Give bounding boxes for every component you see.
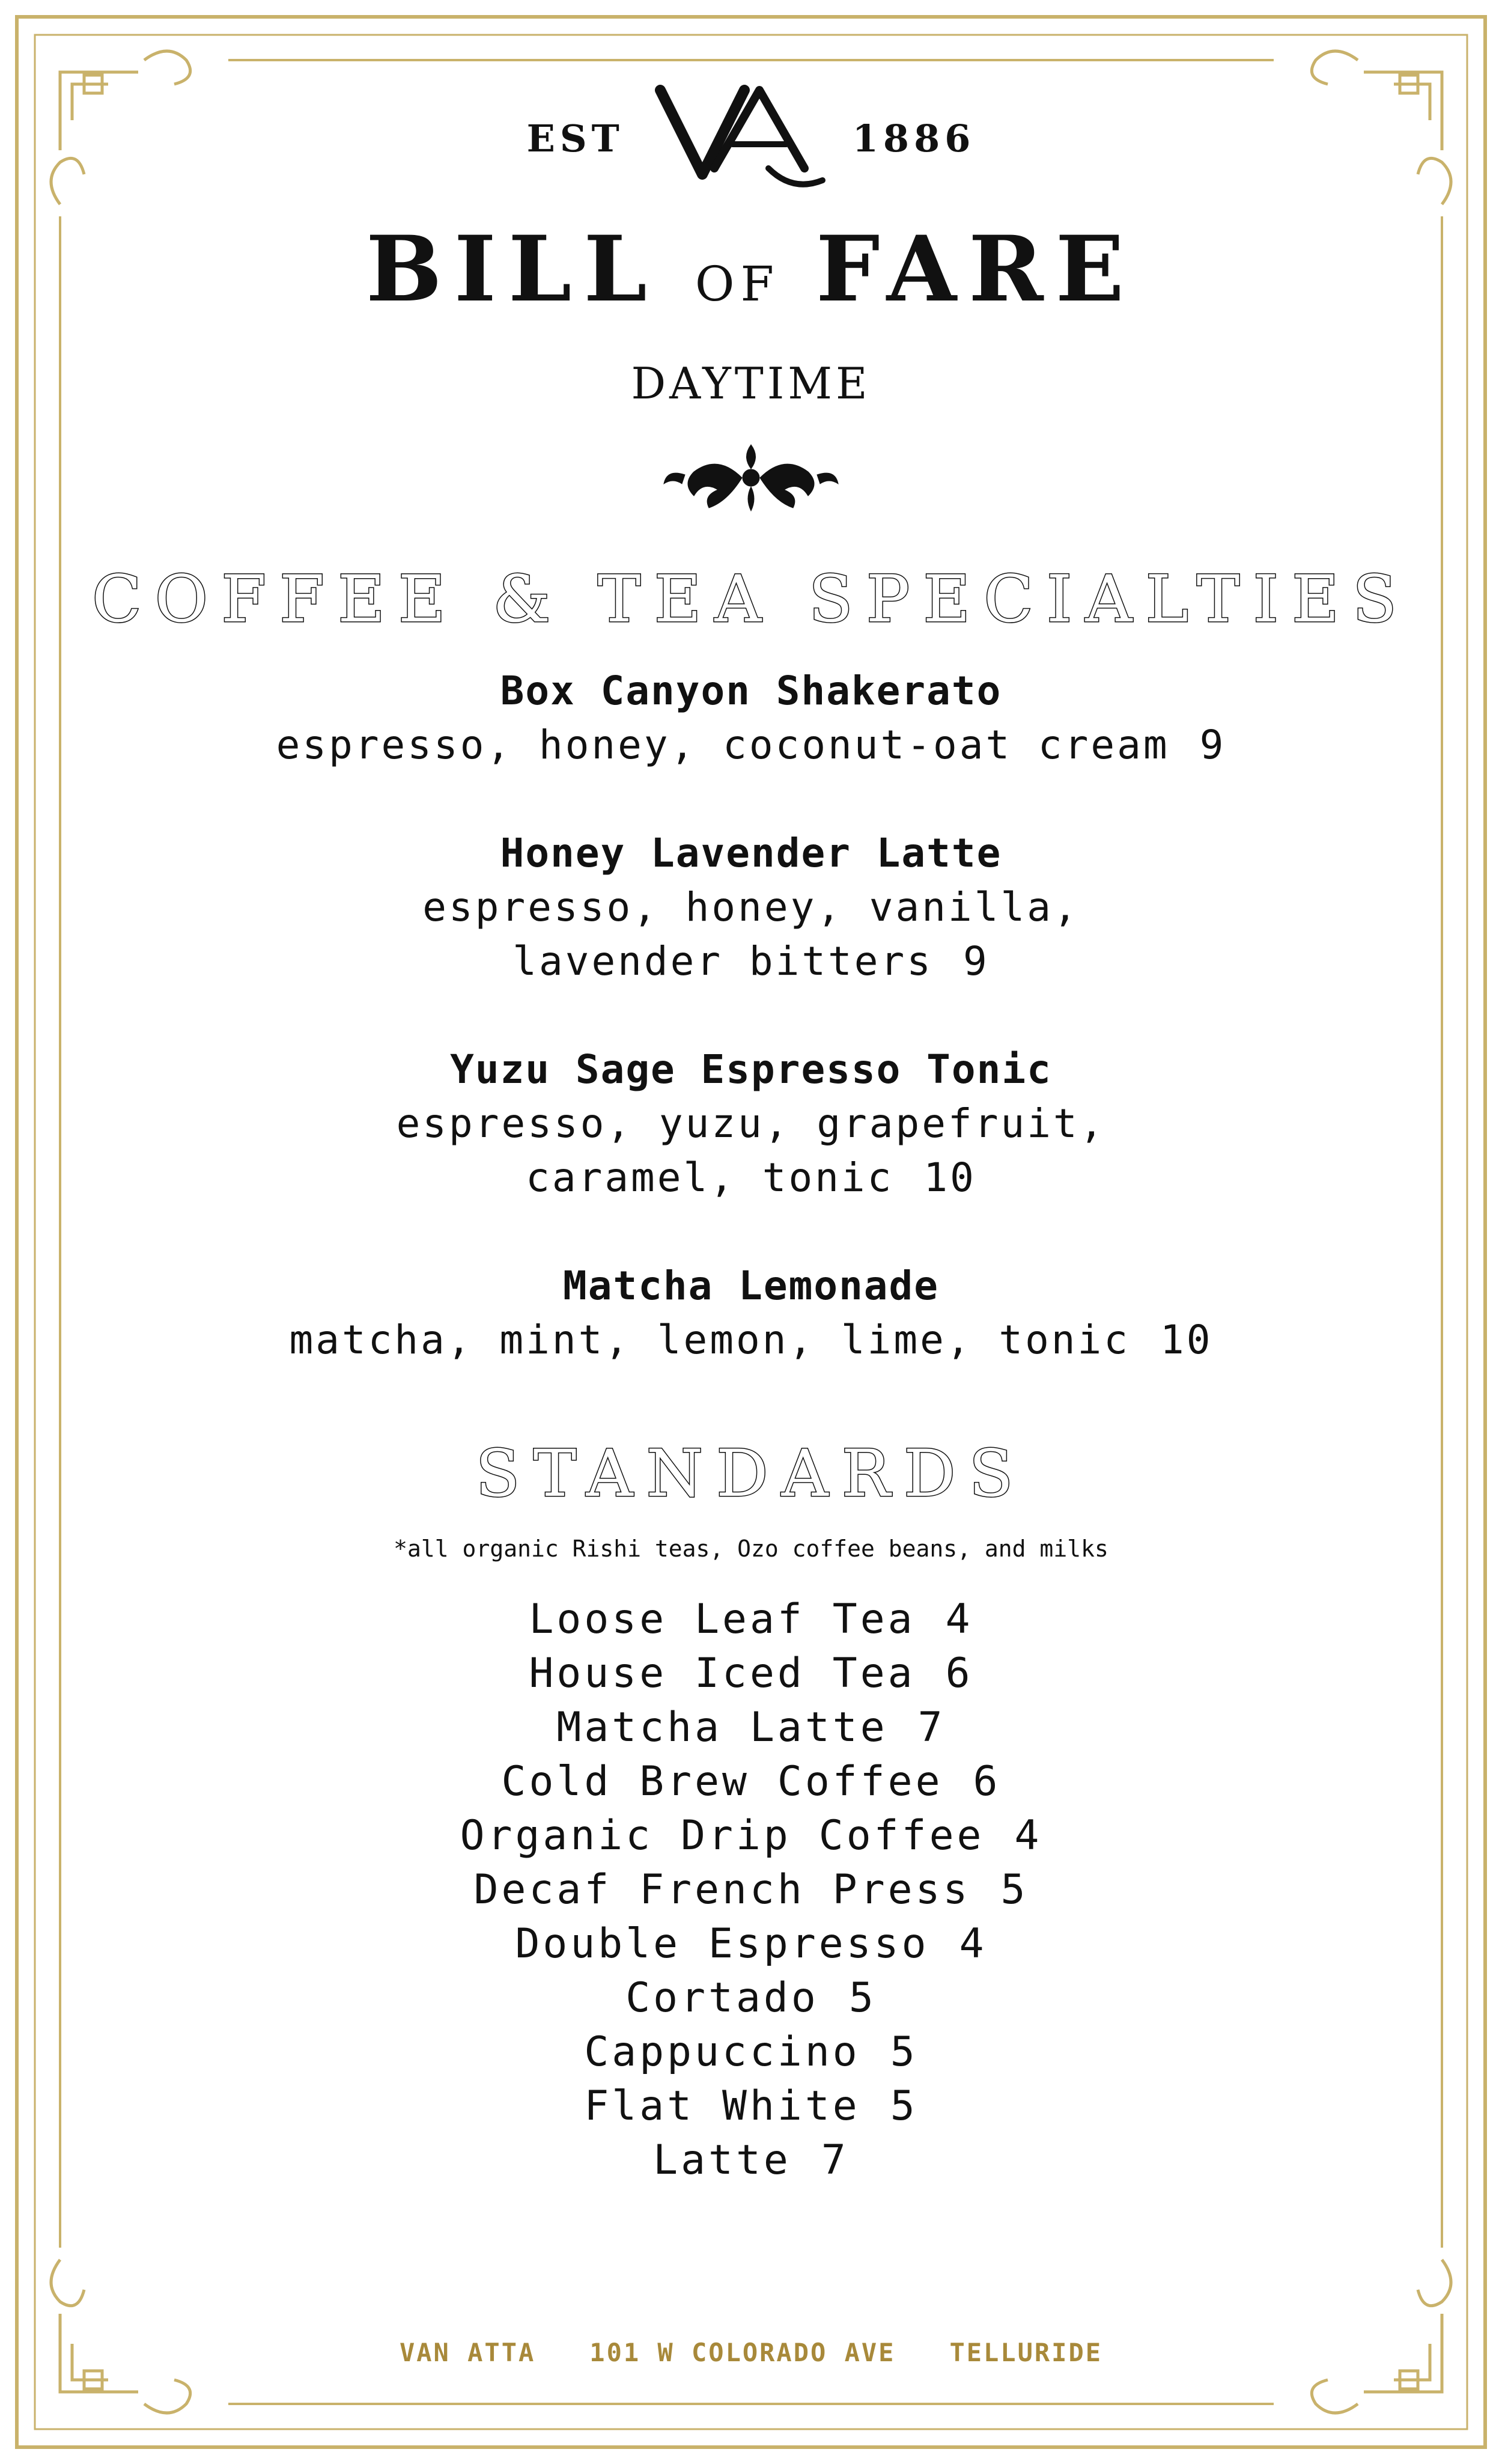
- item-price: 5: [890, 2082, 918, 2130]
- list-item: [0, 2133, 1502, 2188]
- standards-list: [0, 1593, 1502, 2188]
- item-name: Matcha Lemonade: [562, 1263, 940, 1309]
- list-item: [0, 1701, 1502, 1755]
- standards-note: *all organic Rishi teas, Ozo coffee beans, and milks: [394, 1535, 1108, 1562]
- list-item: [0, 1593, 1502, 1647]
- item-name: Decaf French Press: [473, 1866, 971, 1914]
- item-name: House Iced Tea: [529, 1650, 916, 1697]
- item-name: Matcha Latte: [556, 1704, 888, 1751]
- item-price: 4: [945, 1596, 973, 1643]
- item-name: Cold Brew Coffee: [501, 1758, 943, 1805]
- item-description: [0, 1313, 1502, 1367]
- list-item: [0, 1809, 1502, 1863]
- title-bill: BILL: [365, 216, 659, 322]
- item-name: Honey Lavender Latte: [500, 830, 1002, 876]
- restaurant-address: 101 W COLORADO AVE: [589, 2338, 896, 2367]
- item-price: 4: [1014, 1812, 1042, 1859]
- item-price: 6: [945, 1650, 973, 1697]
- restaurant-footer: [0, 2338, 1502, 2367]
- standards-heading: STANDARDS: [475, 1436, 1027, 1511]
- bill-of-fare-title: [0, 216, 1502, 322]
- item-price: 9: [963, 938, 990, 984]
- item-description: [0, 718, 1502, 772]
- item-name: Cappuccino: [584, 2028, 860, 2076]
- item-name: Yuzu Sage Espresso Tonic: [450, 1046, 1052, 1093]
- list-item: [0, 1917, 1502, 1971]
- item-price: 5: [890, 2028, 918, 2076]
- list-item: [0, 1647, 1502, 1701]
- item-price: 7: [917, 1704, 946, 1751]
- item-name: Flat White: [584, 2082, 860, 2130]
- list-item: [0, 2079, 1502, 2133]
- item-name: Loose Leaf Tea: [529, 1596, 916, 1643]
- list-item: [0, 1259, 1502, 1367]
- menu-header: [0, 78, 1502, 517]
- item-price: 4: [959, 1920, 987, 1968]
- item-description: [0, 880, 1502, 989]
- restaurant-city: TELLURIDE: [949, 2338, 1103, 2367]
- title-fare: FARE: [815, 216, 1137, 322]
- item-description: [0, 1097, 1502, 1205]
- flourish-ornament-icon: [661, 439, 841, 517]
- specialties-heading: COFFEE & TEA SPECIALTIES: [92, 562, 1410, 637]
- va-monogram-logo: [648, 78, 829, 198]
- item-price: 6: [973, 1758, 1001, 1805]
- item-desc-text: matcha, mint, lemon, lime, tonic: [289, 1317, 1131, 1363]
- est-label: EST: [526, 116, 624, 160]
- item-desc-text: espresso, yuzu, grapefruit, caramel, tonic: [396, 1100, 1106, 1201]
- list-item: [0, 2025, 1502, 2079]
- established-year: 1886: [852, 116, 976, 160]
- item-price: 9: [1199, 722, 1226, 768]
- specialties-list: [0, 664, 1502, 1421]
- title-of: OF: [695, 256, 780, 312]
- item-price: 7: [821, 2136, 849, 2184]
- item-name: Box Canyon Shakerato: [500, 668, 1002, 714]
- list-item: [0, 1755, 1502, 1809]
- item-name: Latte: [653, 2136, 791, 2184]
- corner-ornament-bottom-right: [1312, 2260, 1451, 2413]
- corner-ornament-bottom-left: [51, 2260, 190, 2413]
- item-price: 5: [848, 1974, 877, 2022]
- item-price: 10: [923, 1154, 976, 1201]
- item-name: Cortado: [625, 1974, 819, 2022]
- item-desc-text: espresso, honey, vanilla, lavender bitters: [422, 884, 1080, 984]
- list-item: [0, 664, 1502, 772]
- list-item: [0, 826, 1502, 989]
- item-name: Organic Drip Coffee: [460, 1812, 985, 1859]
- list-item: [0, 1971, 1502, 2025]
- list-item: [0, 1863, 1502, 1917]
- list-item: [0, 1043, 1502, 1205]
- item-name: Double Espresso: [515, 1920, 929, 1968]
- item-price: 5: [1000, 1866, 1029, 1914]
- item-desc-text: espresso, honey, coconut-oat cream: [276, 722, 1170, 768]
- restaurant-name: VAN ATTA: [399, 2338, 536, 2367]
- menu-subtitle: DAYTIME: [631, 358, 871, 409]
- established-row: [0, 78, 1502, 198]
- item-price: 10: [1160, 1317, 1213, 1363]
